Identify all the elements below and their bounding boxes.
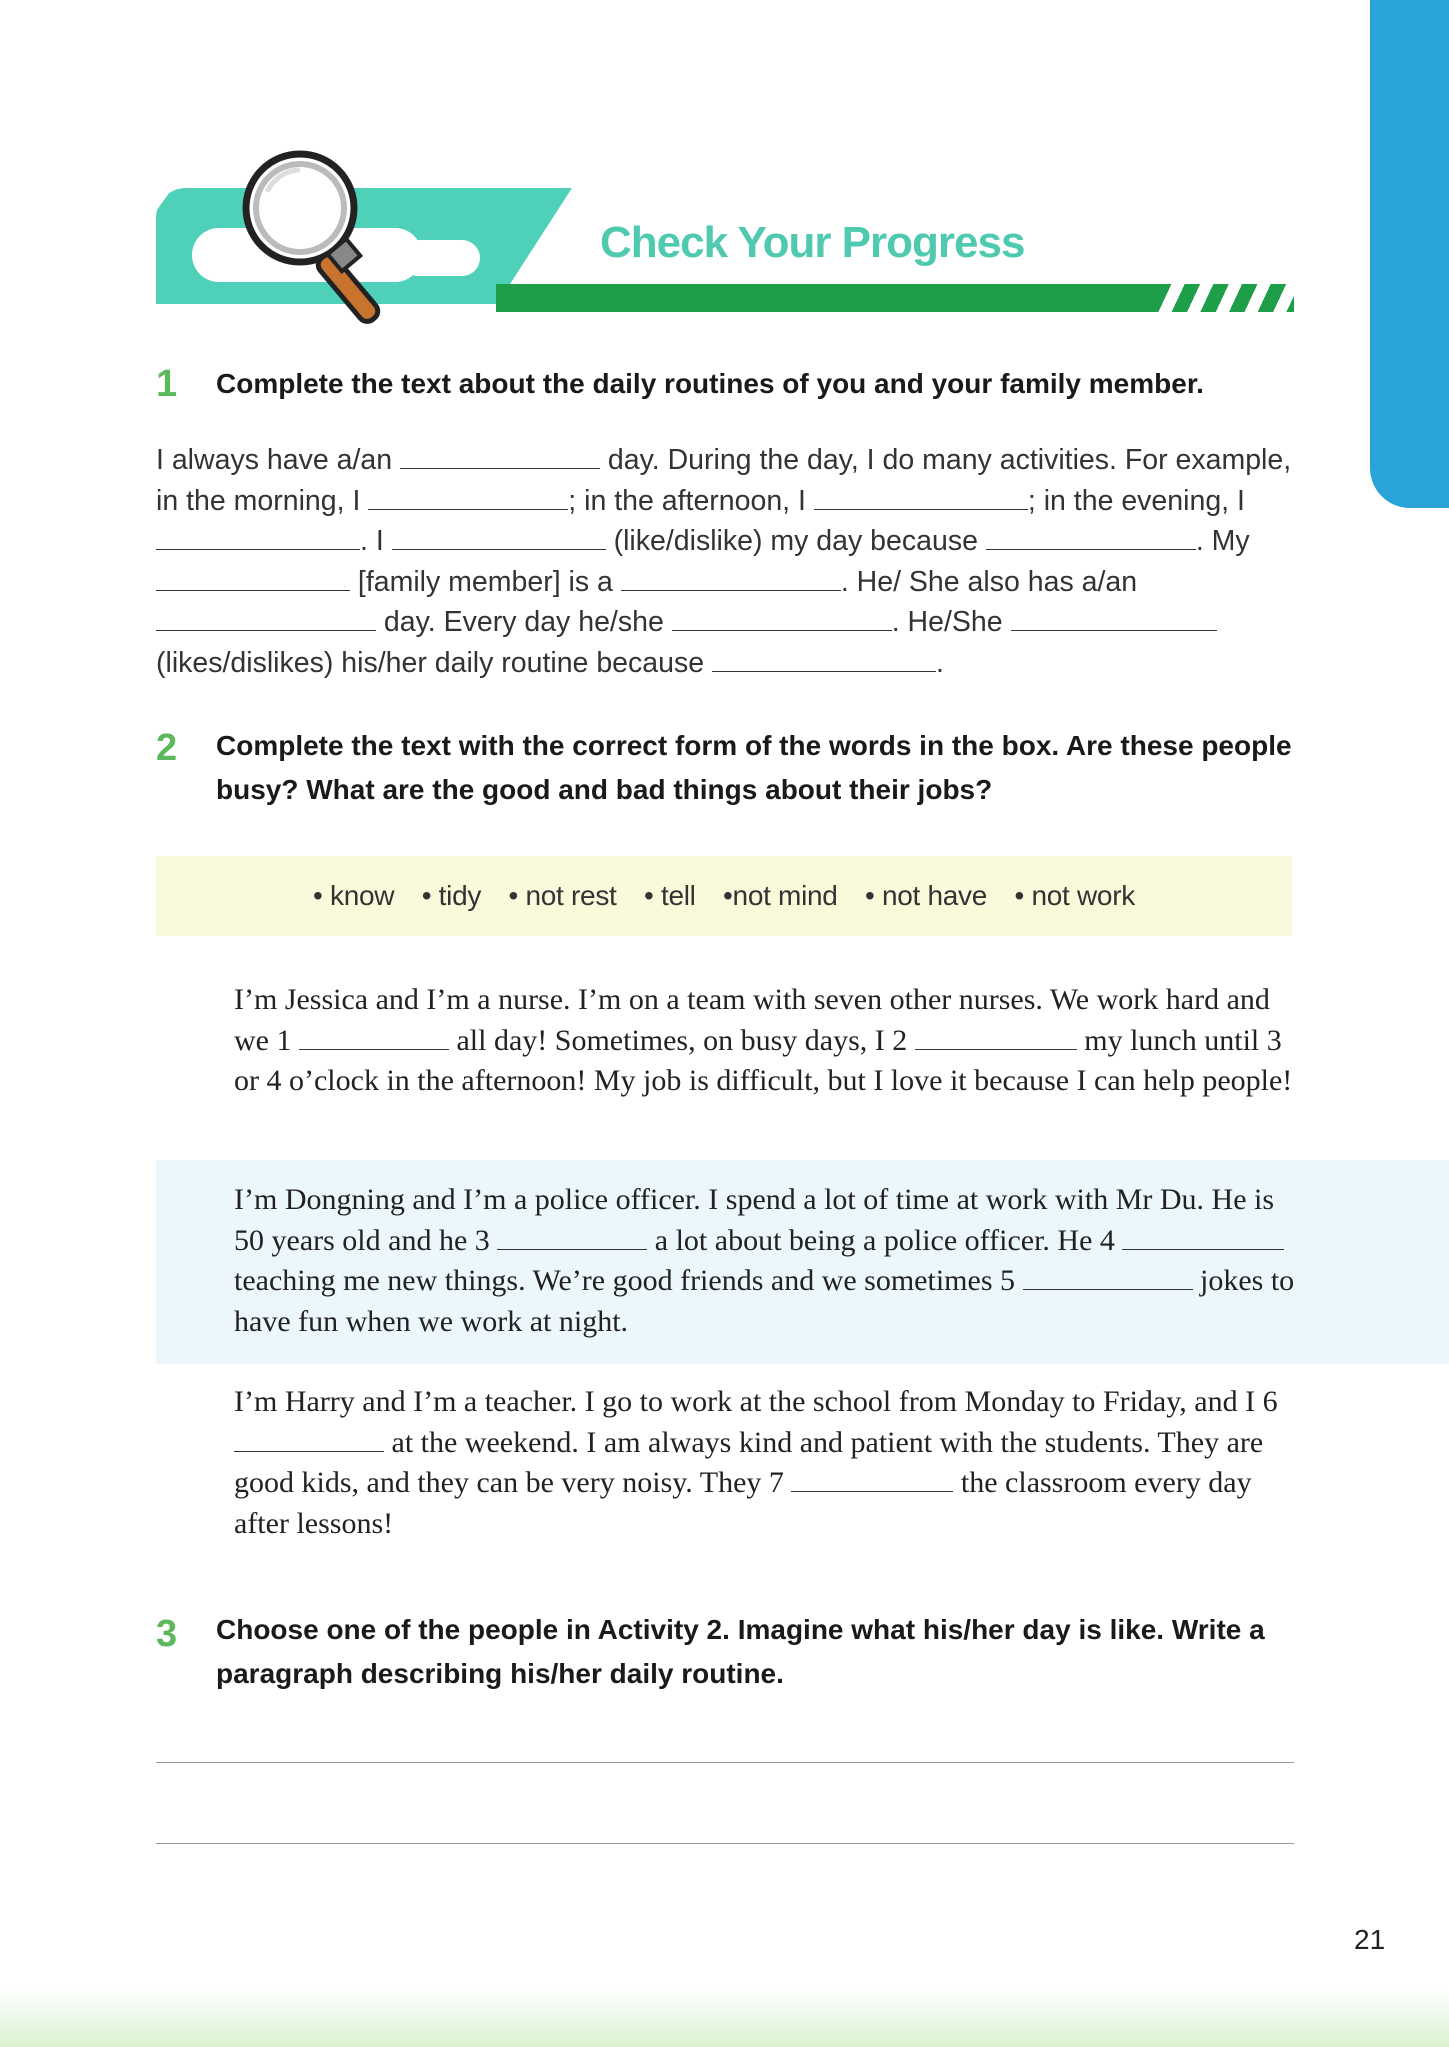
- section-3-number: 3: [156, 1613, 178, 1655]
- writing-line-1[interactable]: [156, 1762, 1294, 1763]
- section-2-number: 2: [156, 727, 178, 769]
- word-item: • know: [313, 880, 395, 911]
- page-footer: [0, 1990, 1449, 2047]
- dongning-paragraph: I’m Dongning and I’m a police officer. I spend a lot of time at work with Mr Du. He is 50 years old and he 3 a lot about being a police officer. He 4 teaching me new things. We’re good friends and we sometimes 5 jokes to have fun when we work at night.: [234, 1183, 1295, 1338]
- section-2-instruction: Complete the text with the correct form of the words in the box. Are these people busy? What are the good and bad things about their jobs?: [216, 730, 1292, 805]
- magnifier-icon: [228, 140, 418, 340]
- blank[interactable]: [1011, 606, 1217, 631]
- blank[interactable]: [814, 485, 1028, 510]
- section-1-text: I always have a/an day. During the day, I do many activities. For example, in the morning, I ; in the afternoon, I ; in the evening, I . I (like/dislike) my day because . My [family member] is a . He/ She also has a/an day. Every day he/she . He/She (likes/dislikes) his/her daily routine because .: [156, 444, 1292, 679]
- blank[interactable]: [986, 525, 1196, 550]
- blank[interactable]: [672, 606, 892, 631]
- page-number: 21: [1354, 1924, 1386, 1955]
- blank[interactable]: [621, 566, 841, 591]
- section-1-instruction: Complete the text about the daily routines of you and your family member.: [216, 368, 1204, 399]
- section-1-number: 1: [156, 363, 178, 405]
- word-item: • not have: [865, 880, 988, 911]
- blank[interactable]: [712, 647, 936, 672]
- word-item: • tell: [643, 880, 696, 911]
- word-item: • tidy: [421, 880, 482, 911]
- blank[interactable]: [400, 444, 600, 469]
- blank-2[interactable]: [915, 1025, 1077, 1050]
- word-item: • not work: [1014, 880, 1135, 911]
- blank[interactable]: [156, 566, 350, 591]
- blank-3[interactable]: [497, 1225, 647, 1250]
- blank-4[interactable]: [1122, 1225, 1284, 1250]
- harry-paragraph: I’m Harry and I’m a teacher. I go to work at the school from Monday to Friday, and I 6 at the weekend. I am always kind and patient with the students. They are good kids, and they can be very noisy. They 7 the classroom every day after lessons!: [234, 1385, 1278, 1540]
- header-banner-green: [496, 284, 1156, 312]
- blank-5[interactable]: [1023, 1265, 1193, 1290]
- word-list: [156, 856, 1292, 936]
- blank[interactable]: [392, 525, 606, 550]
- writing-line-2[interactable]: [156, 1843, 1294, 1844]
- blank[interactable]: [156, 525, 360, 550]
- blank[interactable]: [368, 485, 568, 510]
- page-title: Check Your Progress: [600, 218, 1025, 267]
- unit-tab-label: Unit 1 Every Day: [1309, 228, 1334, 402]
- jessica-paragraph: I’m Jessica and I’m a nurse. I’m on a team with seven other nurses. We work hard and we 1 all day! Sometimes, on busy days, I 2 my lunch until 3 or 4 o’clock in the afternoon! My job is difficult, but I love it because I can help people!: [234, 983, 1293, 1097]
- unit-side-tab: [1370, 0, 1449, 508]
- blank-1[interactable]: [299, 1025, 449, 1050]
- header-banner-stripes: [1156, 284, 1294, 312]
- word-item: •not mind: [723, 880, 838, 911]
- blank-6[interactable]: [234, 1427, 384, 1452]
- blank[interactable]: [156, 606, 376, 631]
- blank-7[interactable]: [791, 1467, 953, 1492]
- word-box: [156, 856, 1292, 936]
- word-item: • not rest: [508, 880, 617, 911]
- section-3-instruction: Choose one of the people in Activity 2. Imagine what his/her day is like. Write a paragraph describing his/her daily routine.: [216, 1614, 1265, 1689]
